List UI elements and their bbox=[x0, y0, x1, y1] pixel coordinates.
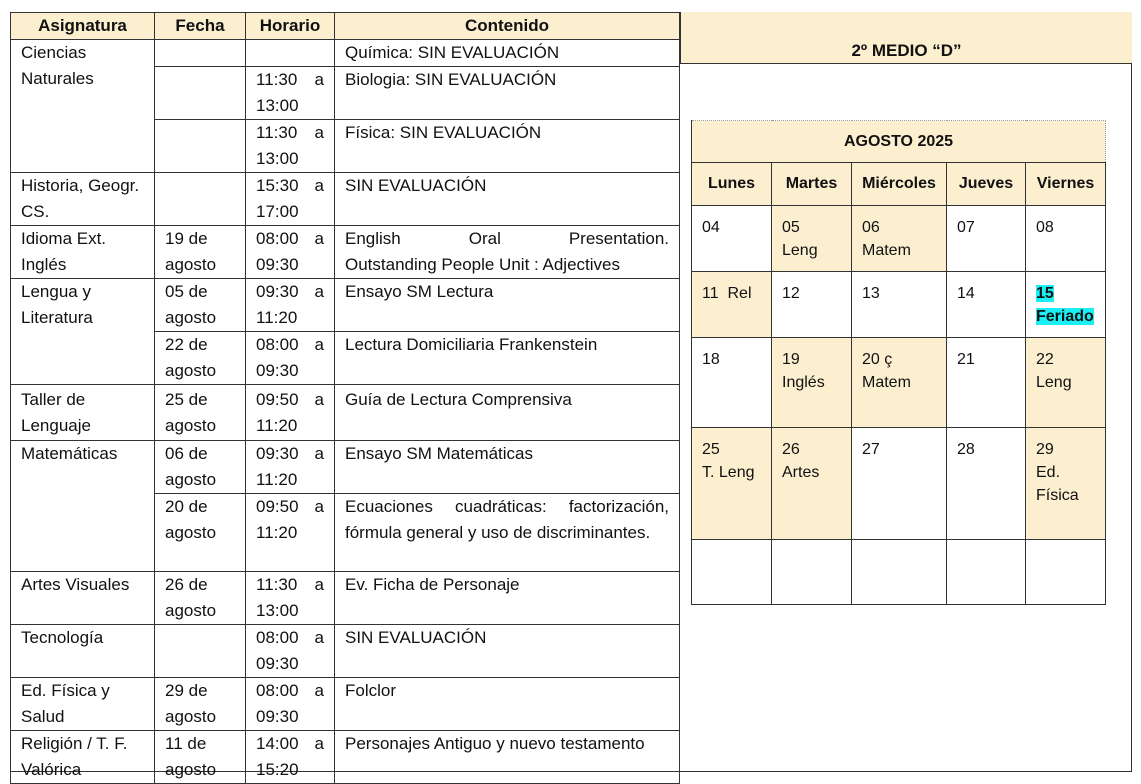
calendar-day: 28 bbox=[947, 428, 1026, 540]
date-cell: 29 de agosto bbox=[155, 678, 246, 731]
content-cell: SIN EVALUACIÓN bbox=[335, 625, 680, 678]
date-cell bbox=[155, 40, 246, 67]
weekday-lunes: Lunes bbox=[692, 163, 772, 206]
subject-cell: Tecnología bbox=[11, 625, 155, 678]
evaluation-schedule-table bbox=[10, 12, 680, 784]
date-cell: 20 de agosto bbox=[155, 494, 246, 572]
calendar-day: 20 ç Matem bbox=[852, 338, 947, 428]
calendar-day: 13 bbox=[852, 272, 947, 338]
calendar-day-empty bbox=[772, 540, 852, 605]
date-cell: 06 de agosto bbox=[155, 441, 246, 494]
time-cell bbox=[246, 40, 335, 67]
table-row bbox=[11, 173, 680, 226]
table-row bbox=[11, 40, 680, 67]
time-cell: 15:30 a 17:00 bbox=[246, 173, 335, 226]
content-cell: Ensayo SM Lectura bbox=[335, 279, 680, 332]
date-cell: 26 de agosto bbox=[155, 572, 246, 625]
content-cell: Química: SIN EVALUACIÓN bbox=[335, 40, 680, 67]
header-asignatura: Asignatura bbox=[11, 13, 155, 40]
calendar-day: 07 bbox=[947, 206, 1026, 272]
feriado-day-number: 15 bbox=[1036, 285, 1054, 302]
date-cell bbox=[155, 120, 246, 173]
table-row bbox=[11, 385, 680, 441]
time-cell: 08:00 a 09:30 bbox=[246, 226, 335, 279]
date-cell bbox=[155, 625, 246, 678]
calendar-day: 27 bbox=[852, 428, 947, 540]
calendar-day: 04 bbox=[692, 206, 772, 272]
date-cell bbox=[155, 173, 246, 226]
content-cell: Biologia: SIN EVALUACIÓN bbox=[335, 67, 680, 120]
content-cell: SIN EVALUACIÓN bbox=[335, 173, 680, 226]
date-cell: 11 de agosto bbox=[155, 731, 246, 784]
calendar-day-empty bbox=[1026, 540, 1106, 605]
calendar-month-title: AGOSTO 2025 bbox=[692, 121, 1106, 163]
calendar-day: 29 Ed. Física bbox=[1026, 428, 1106, 540]
calendar-day-empty bbox=[852, 540, 947, 605]
calendar-week bbox=[692, 272, 1106, 338]
august-calendar bbox=[691, 120, 1106, 605]
subject-cell: Taller de Lenguaje bbox=[11, 385, 155, 441]
content-cell: Ecuaciones cuadráticas: factorización, fórmula general y uso de discriminantes. bbox=[335, 494, 680, 572]
calendar-day-empty bbox=[947, 540, 1026, 605]
date-cell: 05 de agosto bbox=[155, 279, 246, 332]
date-cell bbox=[155, 67, 246, 120]
content-line: English Oral Presentation. bbox=[345, 229, 669, 248]
header-horario: Horario bbox=[246, 13, 335, 40]
subject-cell: Matemáticas bbox=[11, 441, 155, 572]
time-cell: 14:00 a 15:20 bbox=[246, 731, 335, 784]
table-row bbox=[11, 678, 680, 731]
time-cell: 11:30 a 13:00 bbox=[246, 572, 335, 625]
time-cell: 11:30 a 13:00 bbox=[246, 120, 335, 173]
calendar-day: 06 Matem bbox=[852, 206, 947, 272]
subject-cell: Ed. Física y Salud bbox=[11, 678, 155, 731]
calendar-day: 22 Leng bbox=[1026, 338, 1106, 428]
calendar-day: 08 bbox=[1026, 206, 1106, 272]
content-cell: Guía de Lectura Comprensiva bbox=[335, 385, 680, 441]
table-row bbox=[11, 441, 680, 494]
calendar-week bbox=[692, 338, 1106, 428]
content-cell bbox=[335, 226, 680, 279]
weekday-jueves: Jueves bbox=[947, 163, 1026, 206]
calendar-day: 19 Inglés bbox=[772, 338, 852, 428]
time-cell: 08:00 a 09:30 bbox=[246, 625, 335, 678]
calendar-day: 11 Rel bbox=[692, 272, 772, 338]
time-cell: 09:50 a 11:20 bbox=[246, 385, 335, 441]
content-line: Outstanding People Unit : Adjectives bbox=[345, 255, 620, 274]
content-cell: Física: SIN EVALUACIÓN bbox=[335, 120, 680, 173]
time-cell: 09:30 a 11:20 bbox=[246, 279, 335, 332]
content-cell: Personajes Antiguo y nuevo testamento bbox=[335, 731, 680, 784]
weekday-viernes: Viernes bbox=[1026, 163, 1106, 206]
table-header-row bbox=[11, 13, 680, 40]
weekday-miercoles: Miércoles bbox=[852, 163, 947, 206]
table-row bbox=[11, 279, 680, 332]
calendar-day-empty bbox=[692, 540, 772, 605]
calendar-week bbox=[692, 540, 1106, 605]
weekday-martes: Martes bbox=[772, 163, 852, 206]
content-cell: Ensayo SM Matemáticas bbox=[335, 441, 680, 494]
table-row bbox=[11, 226, 680, 279]
subject-cell: Lengua y Literatura bbox=[11, 279, 155, 385]
course-title: 2º MEDIO “D” bbox=[851, 41, 962, 60]
subject-cell: Ciencias Naturales bbox=[11, 40, 155, 173]
calendar-day: 25 T. Leng bbox=[692, 428, 772, 540]
calendar-week bbox=[692, 428, 1106, 540]
table-row bbox=[11, 572, 680, 625]
time-cell: 08:00 a 09:30 bbox=[246, 332, 335, 385]
subject-cell: Historia, Geogr. CS. bbox=[11, 173, 155, 226]
header-contenido: Contenido bbox=[335, 13, 680, 40]
time-cell: 11:30 a 13:00 bbox=[246, 67, 335, 120]
calendar-day: 12 bbox=[772, 272, 852, 338]
course-header bbox=[680, 12, 1132, 64]
calendar-day: 26 Artes bbox=[772, 428, 852, 540]
subject-cell: Artes Visuales bbox=[11, 572, 155, 625]
date-cell: 22 de agosto bbox=[155, 332, 246, 385]
table-row bbox=[11, 731, 680, 784]
content-cell: Ev. Ficha de Personaje bbox=[335, 572, 680, 625]
calendar-day: 14 bbox=[947, 272, 1026, 338]
calendar-weekday-row bbox=[692, 163, 1106, 206]
subject-cell: Idioma Ext. Inglés bbox=[11, 226, 155, 279]
calendar-day: 21 bbox=[947, 338, 1026, 428]
header-fecha: Fecha bbox=[155, 13, 246, 40]
calendar-day: 18 bbox=[692, 338, 772, 428]
time-cell: 09:30 a 11:20 bbox=[246, 441, 335, 494]
date-cell: 25 de agosto bbox=[155, 385, 246, 441]
calendar-week bbox=[692, 206, 1106, 272]
date-cell: 19 de agosto bbox=[155, 226, 246, 279]
calendar-day: 05 Leng bbox=[772, 206, 852, 272]
calendar-day-feriado bbox=[1026, 272, 1106, 338]
content-cell: Folclor bbox=[335, 678, 680, 731]
table-row bbox=[11, 625, 680, 678]
feriado-label: Feriado bbox=[1036, 308, 1094, 325]
subject-cell: Religión / T. F. Valórica bbox=[11, 731, 155, 784]
time-cell: 08:00 a 09:30 bbox=[246, 678, 335, 731]
time-cell: 09:50 a 11:20 bbox=[246, 494, 335, 572]
content-cell: Lectura Domiciliaria Frankenstein bbox=[335, 332, 680, 385]
